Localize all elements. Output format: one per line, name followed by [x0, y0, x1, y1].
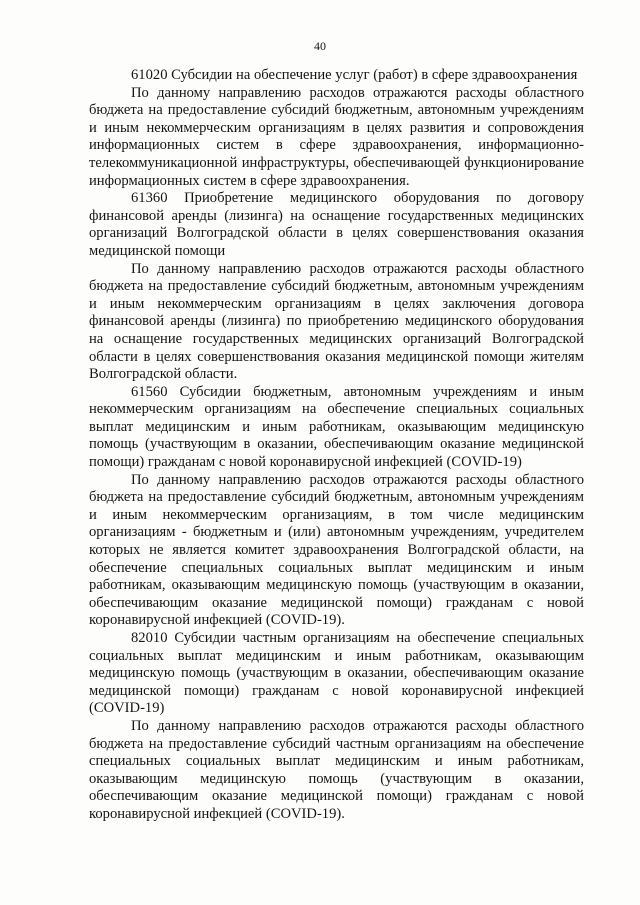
section-heading-61360: 61360 Приобретение медицинского оборудования по договору финансовой аренды (лизинга) на оснащение государственных медицинских организаций Волгоградской области в целях совершенствования оказания медицинской помощи: [89, 190, 584, 259]
section-text-61360: По данному направлению расходов отражаются расходы областного бюджета на предоставление субсидий бюджетным, автономным учреждениям и иным некоммерческим организациям в целях заключения договора финансовой аренды (лизинга) по приобретению медицинского оборудования на оснащение государственных медицинских организаций Волгоградской области в целях совершенствования оказания медицинской помощи жителям Волгоградской области.: [89, 260, 584, 383]
page-number: 40: [314, 39, 326, 53]
section-text-82010: По данному направлению расходов отражаются расходы областного бюджета на предоставление субсидий частным организациям на обеспечение специальных социальных выплат медицинским и иным работникам, оказывающим медицинскую помощь (участвующим в оказании, обеспечивающим оказание медицинской помощи) гражданам с новой коронавирусной инфекцией (COVID-19).: [89, 717, 584, 822]
section-heading-82010: 82010 Субсидии частным организациям на обеспечение специальных социальных выплат медицинским и иным работникам, оказывающим медицинскую помощь (участвующим в оказании, обеспечивающим оказание медицинской помощи) гражданам с новой коронавирусной инфекцией (COVID-19): [89, 630, 584, 717]
document-body: [89, 67, 584, 824]
section-text-61560: По данному направлению расходов отражаются расходы областного бюджета на предоставление субсидий бюджетным, автономным учреждениям и иным некоммерческим организациям, в том числе медицинским организациям - бюджетным и (или) автономным учреждениям, учредителем которых не является комитет здравоохранения Волгоградской области, на обеспечение специальных социальных выплат медицинским и иным работникам, оказывающим медицинскую помощь (участвующим в оказании, обеспечивающим оказание медицинской помощи) гражданам с новой коронавирусной инфекцией (COVID-19).: [89, 471, 584, 629]
section-heading-61560: 61560 Субсидии бюджетным, автономным учреждениям и иным некоммерческим организациям на обеспечение специальных социальных выплат медицинским и иным работникам, оказывающим медицинскую помощь (участвующим в оказании, обеспечивающим оказание медицинской помощи) гражданам с новой коронавирусной инфекцией (COVID-19): [89, 383, 584, 471]
section-text-61020: По данному направлению расходов отражаются расходы областного бюджета на предоставление субсидий бюджетным, автономным учреждениям и иным некоммерческим организациям в целях развития и сопровождения информационных систем в сфере здравоохранения, информационно-телекоммуникационной инфраструктуры, обеспечивающей функционирование информационных систем в сфере здравоохранения.: [89, 84, 584, 189]
section-heading-61020: 61020 Субсидии на обеспечение услуг (работ) в сфере здравоохранения: [131, 67, 578, 83]
